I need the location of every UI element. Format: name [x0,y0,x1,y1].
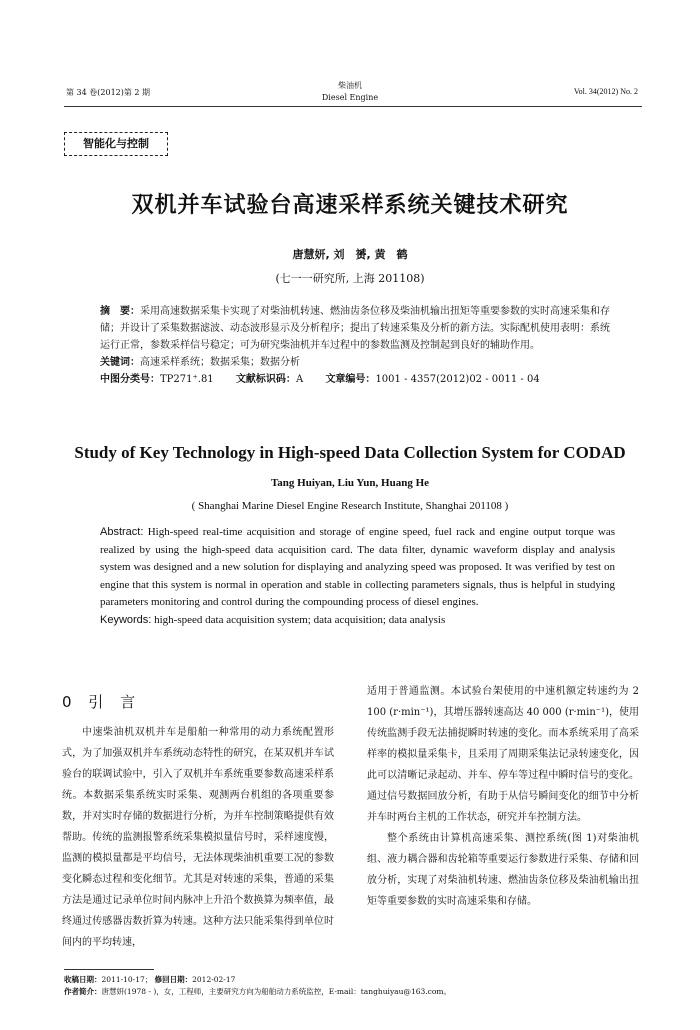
body-column-left [62,682,334,953]
keywords-en [100,612,615,630]
footnote-rule [64,969,154,970]
abstract-cn-text: 采用高速数据采集卡实现了对柴油机转速、燃油齿条位移及柴油机输出扭矩等重要参数的实时高速采集和存储；并设计了采集数据滤波、动态波形显示及分析程序；提出了转速采集及分析的新方法。实际配机使用表明：系统运行正常，参数采样信号稳定；可为研究柴油机并车过程中的参数监测及控制起到良好的辅助作用。 [100,306,610,351]
keywords-cn-label: 关键词： [100,357,140,368]
footnote [64,974,644,998]
article-number-label: 文章编号： [325,374,376,385]
abstract-en-text: High-speed real-time acquisition and storage of engine speed, fuel rack and engine output torque was realized by using the high-speed data acquisition card. The data filter, dynamic waveform display and analysis system was designed and a new solution for displaying and analyzing speed was proposed. It was verified by test on engine that this system is normal in operation and stable in collecting parameters signals, thus is helpful in studying parameters monitoring and control during the compounding process of diesel engines. [100,526,616,609]
header-rule [64,106,642,107]
doc-code-value: A [295,374,304,385]
revised-label: 修回日期： [154,975,193,984]
classification-line [100,371,615,388]
abstract-en [100,524,615,612]
received-date: 2011-10-17； [101,975,153,984]
abstract-en-block [100,524,615,630]
header-journal-en: Diesel Engine [321,93,379,102]
header-journal [300,80,400,104]
clc-value: TP271⁺.81 [160,374,214,385]
title-en: Study of Key Technology in High-speed Data Collection System for CODAD [74,443,626,462]
keywords-cn [100,354,615,371]
keywords-cn-text: 高速采样系统；数据采集；数据分析 [140,357,300,368]
header-volume-en: Vol. 34(2012) No. 2 [573,87,638,96]
author-bio: 唐慧妍(1978 - )，女，工程师，主要研究方向为船舶动力系统监控，E-mail：tanghuiyau@163.com。 [101,987,452,996]
abstract-cn-block [100,303,615,388]
keywords-en-label: Keywords: [100,613,152,626]
received-label: 收稿日期： [64,975,102,984]
affiliation-en: ( Shanghai Marine Diesel Engine Research Institute, Shanghai 201108 ) [191,500,509,512]
keywords-en-text: high-speed data acquisition system; data acquisition; data analysis [154,613,446,626]
clc-label: 中图分类号： [100,374,160,385]
footnote-author [64,986,644,998]
author-bio-label: 作者简介： [64,987,102,996]
affiliation-cn: (七一一研究所, 上海 201108) [275,272,425,285]
footnote-dates [64,974,644,986]
body-paragraph-1-continued: 适用于普通监测。本试验台架使用的中速机额定转速约为 2 100 (r·min⁻¹)，其增压器转速高达 40 000 (r·min⁻¹)，使用传统监测手段无法捕捉瞬时转速的变化。而本系统采用了高采样率的模拟量采集卡，且采用了周期采集法记录转速变化，因此可以清晰记录起动、并车、停车等过程中瞬时信号的变化。通过信号数据回放分析，有助于从信号瞬间变化的细节中分析并车时两台主机的工作状态，研究并车控制方法。 [367,686,639,823]
header-volume-cn: 第 34 卷(2012)第 2 期 [66,88,151,97]
body-column-right [367,681,639,912]
doc-code-label: 文献标识码： [235,374,296,385]
abstract-cn-label: 摘 要： [100,306,140,317]
title-cn: 双机并车试验台高速采样系统关键技术研究 [131,193,569,218]
abstract-en-label: Abstract: [100,526,144,538]
section-heading-introduction: 0 引 言 [62,693,142,711]
authors-cn: 唐慧妍, 刘 赟, 黄 鹤 [292,248,408,261]
body-paragraph-1: 中速柴油机双机并车是船舶一种常用的动力系统配置形式，为了加强双机并车系统动态特性的研究，在某双机并车试验台的联调试验中，引入了双机并车系统重要参数高速采样系统。本数据采集系统实时采集、观测两台机组的各项重要参数，并对实时存储的数据进行分析，为并车控制策略提供有效帮助。传统的监测报警系统采集模拟量信号时，采样速度慢，监测的模拟量都是平均信号，无法体现柴油机重要工况的参数变化瞬态过程和变化细节。尤其是对转速的采集，普通的采集方法是通过记录单位时间内脉冲上升沿个数换算为频率值，最终通过传感器齿数折算为转速。这种方法只能采集得到单位时间内的平均转速， [62,727,334,948]
section-tag: 智能化与控制 [64,132,168,156]
authors-en: Tang Huiyan, Liu Yun, Huang He [270,477,430,489]
body-paragraph-2: 整个系统由计算机高速采集、测控系统(图 1)对柴油机组、液力耦合器和齿轮箱等重要运行参数进行采集、存储和回放分析，实现了对柴油机转速、燃油齿条位移及柴油机输出扭矩等重要参数的实时高速采集和存储。 [367,833,639,907]
header-journal-cn: 柴油机 [338,81,362,90]
article-number-value: 1001 - 4357(2012)02 - 0011 - 04 [375,374,540,385]
revised-date: 2012-02-17 [192,975,236,984]
abstract-cn [100,303,615,354]
